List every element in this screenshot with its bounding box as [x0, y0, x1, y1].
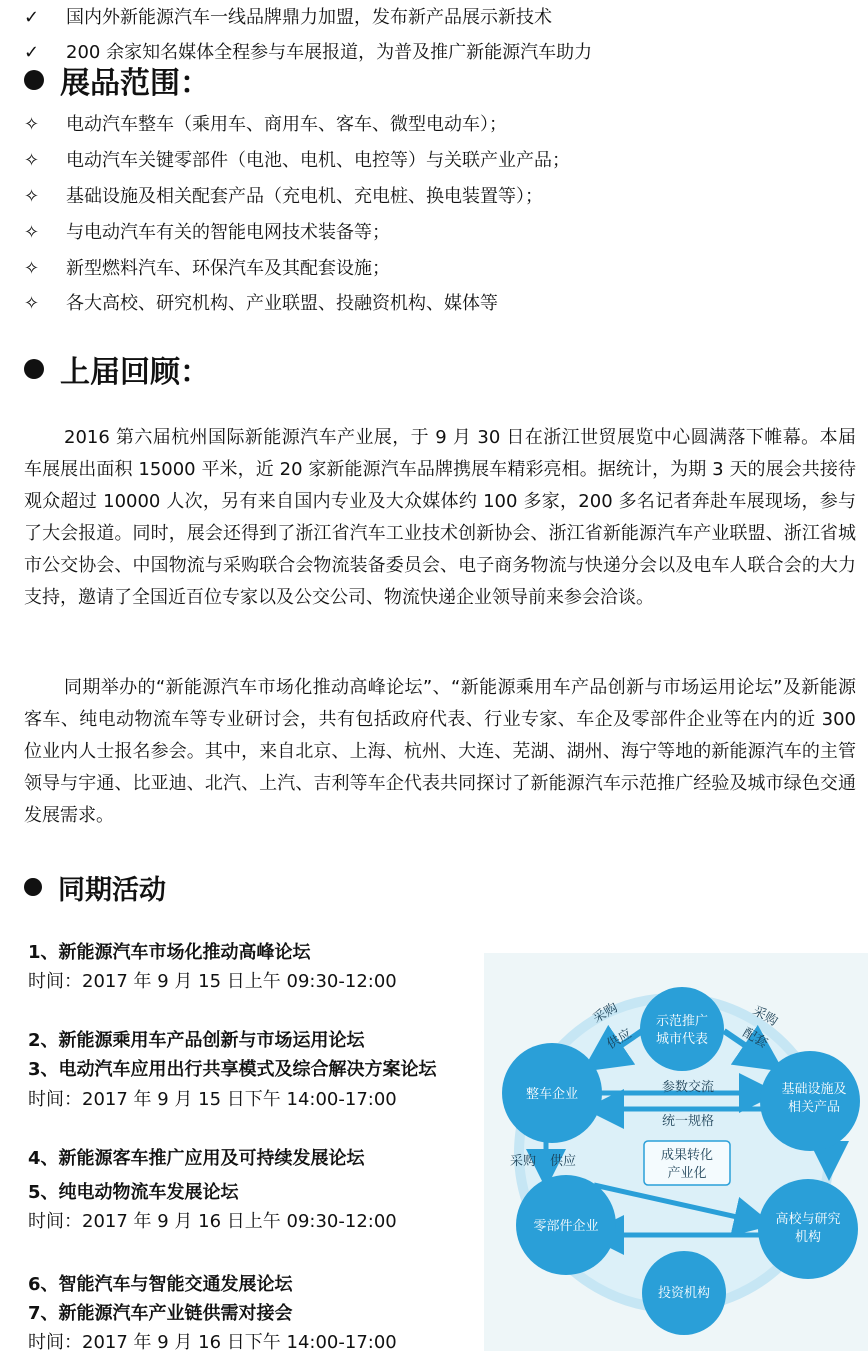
review-paragraph-1: 2016 第六届杭州国际新能源汽车产业展，于 9 月 30 日在浙江世贸展览中心圆满落下帷幕。本届车展展出面积 15000 平米，近 20 家新能源汽车品牌携展车精彩亮相。据统计，为期 3 天的展会共接待观众超过 10000 人次，另有来自国内专业及大众媒体约 100 多家，200 多名记者奔赴车展现场，参与了大会报道。同时，展会还得到了浙江省汽车工业技术创新协会、浙江省新能源汽车产业联盟、浙江省城市公交协会、中国物流与采购联合会物流装备委员会、电子商务物流与快递分会以及电车人联合会的大力支持，邀请了全国近百位专家以及公交公司、物流快递企业领导前来参会洽谈。	[24, 427, 856, 608]
activities-heading	[24, 874, 166, 908]
scope-heading-text: 展品范围：	[60, 66, 210, 101]
label-match-right: 配套	[740, 1025, 771, 1052]
scope-item-text: 电动汽车整车（乘用车、商用车、客车、微型电动车）；	[66, 114, 507, 135]
label-buy-mid: 采购	[510, 1154, 537, 1169]
diamond-icon: ✧	[24, 114, 40, 135]
activities-heading-text: 同期活动	[58, 875, 166, 906]
diamond-icon: ✧	[24, 222, 40, 243]
highlight-text: 200 余家知名媒体全程参与车展报道，为普及推广新能源汽车助力	[66, 42, 593, 63]
node-univ	[758, 1179, 858, 1279]
scope-item-text: 新型燃料汽车、环保汽车及其配套设施；	[66, 258, 390, 279]
scope-item-text: 各大高校、研究机构、产业联盟、投融资机构、媒体等	[66, 293, 498, 314]
node-vehicle-label: 整车企业	[525, 1087, 579, 1102]
scope-item-text: 电动汽车关键零部件（电池、电机、电控等）与关联产业产品；	[66, 150, 570, 171]
label-unify: 统一规格	[661, 1114, 715, 1129]
scope-item	[24, 149, 570, 173]
bullet-dot-icon	[24, 878, 42, 896]
forum-time: 时间：2017 年 9 月 15 日上午 09:30-12:00	[28, 971, 397, 992]
node-invest-label: 投资机构	[657, 1286, 711, 1301]
check-icon: ✓	[24, 42, 40, 63]
highlight-item	[24, 6, 552, 30]
industry-chain-diagram	[484, 953, 868, 1351]
label-supply-mid: 供应	[550, 1154, 577, 1169]
forum-title: 6、智能汽车与智能交通发展论坛	[28, 1274, 293, 1295]
review-paragraph-2: 同期举办的“新能源汽车市场化推动高峰论坛”、“新能源乘用车产品创新与市场运用论坛”及新能源客车、纯电动物流车等专业研讨会，共有包括政府代表、行业专家、车企及零部件企业等在内的近 300 位业内人士报名参会。其中，来自北京、上海、杭州、大连、芜湖、湖州、海宁等地的新能源汽车的主管领导与宇通、比亚迪、北汽、上汽、吉利等车企代表共同探讨了新能源汽车示范推广经验及城市绿色交通发展需求。	[24, 677, 856, 826]
diamond-icon: ✧	[24, 258, 40, 279]
review-heading	[24, 355, 210, 391]
highlight-text: 国内外新能源汽车一线品牌鼎力加盟，发布新产品展示新技术	[66, 7, 552, 28]
forum-title: 3、电动汽车应用出行共享模式及综合解决方案论坛	[28, 1059, 437, 1080]
diamond-icon: ✧	[24, 293, 40, 314]
check-icon: ✓	[24, 7, 40, 28]
review-heading-text: 上届回顾：	[60, 355, 210, 390]
diamond-icon: ✧	[24, 150, 40, 171]
scope-item	[24, 292, 498, 316]
node-univ-line1: 高校与研究	[775, 1212, 841, 1227]
scope-item-text: 基础设施及相关配套产品（充电机、充电桩、换电装置等）；	[66, 186, 543, 207]
forum-title: 2、新能源乘用车产品创新与市场运用论坛	[28, 1030, 365, 1051]
highlight-item	[24, 41, 592, 65]
forum-title: 1、新能源汽车市场化推动高峰论坛	[28, 942, 311, 963]
scope-item	[24, 185, 543, 209]
node-infra-line2: 相关产品	[787, 1100, 841, 1115]
bullet-dot-icon	[24, 70, 44, 90]
scope-heading	[24, 66, 210, 102]
bullet-dot-icon	[24, 359, 44, 379]
scope-item	[24, 221, 390, 245]
node-demo-line1: 示范推广	[655, 1014, 709, 1029]
forum-title: 5、纯电动物流车发展论坛	[28, 1182, 239, 1203]
scope-item-text: 与电动汽车有关的智能电网技术装备等；	[66, 222, 390, 243]
label-buy-left: 采购	[590, 1000, 621, 1027]
node-univ-line2: 机构	[794, 1230, 822, 1245]
diamond-icon: ✧	[24, 186, 40, 207]
forum-time: 时间：2017 年 9 月 15 日下午 14:00-17:00	[28, 1089, 397, 1110]
forum-title: 7、新能源汽车产业链供需对接会	[28, 1303, 293, 1324]
forum-time: 时间：2017 年 9 月 16 日下午 14:00-17:00	[28, 1332, 397, 1353]
label-buy-right: 采购	[750, 1003, 781, 1030]
scope-item	[24, 257, 390, 281]
label-result-line1: 成果转化	[660, 1148, 714, 1163]
forum-time: 时间：2017 年 9 月 16 日上午 09:30-12:00	[28, 1211, 397, 1232]
label-result-line2: 产业化	[667, 1166, 707, 1181]
node-demo-line2: 城市代表	[655, 1032, 709, 1047]
industry-chain-svg	[484, 953, 868, 1351]
node-demo	[640, 987, 724, 1071]
node-infra-line1: 基础设施及	[781, 1082, 847, 1097]
scope-item	[24, 113, 507, 137]
forum-title: 4、新能源客车推广应用及可持续发展论坛	[28, 1148, 365, 1169]
label-exchange: 参数交流	[661, 1080, 715, 1095]
node-parts-label: 零部件企业	[533, 1219, 599, 1234]
label-supply-left: 供应	[604, 1026, 635, 1053]
